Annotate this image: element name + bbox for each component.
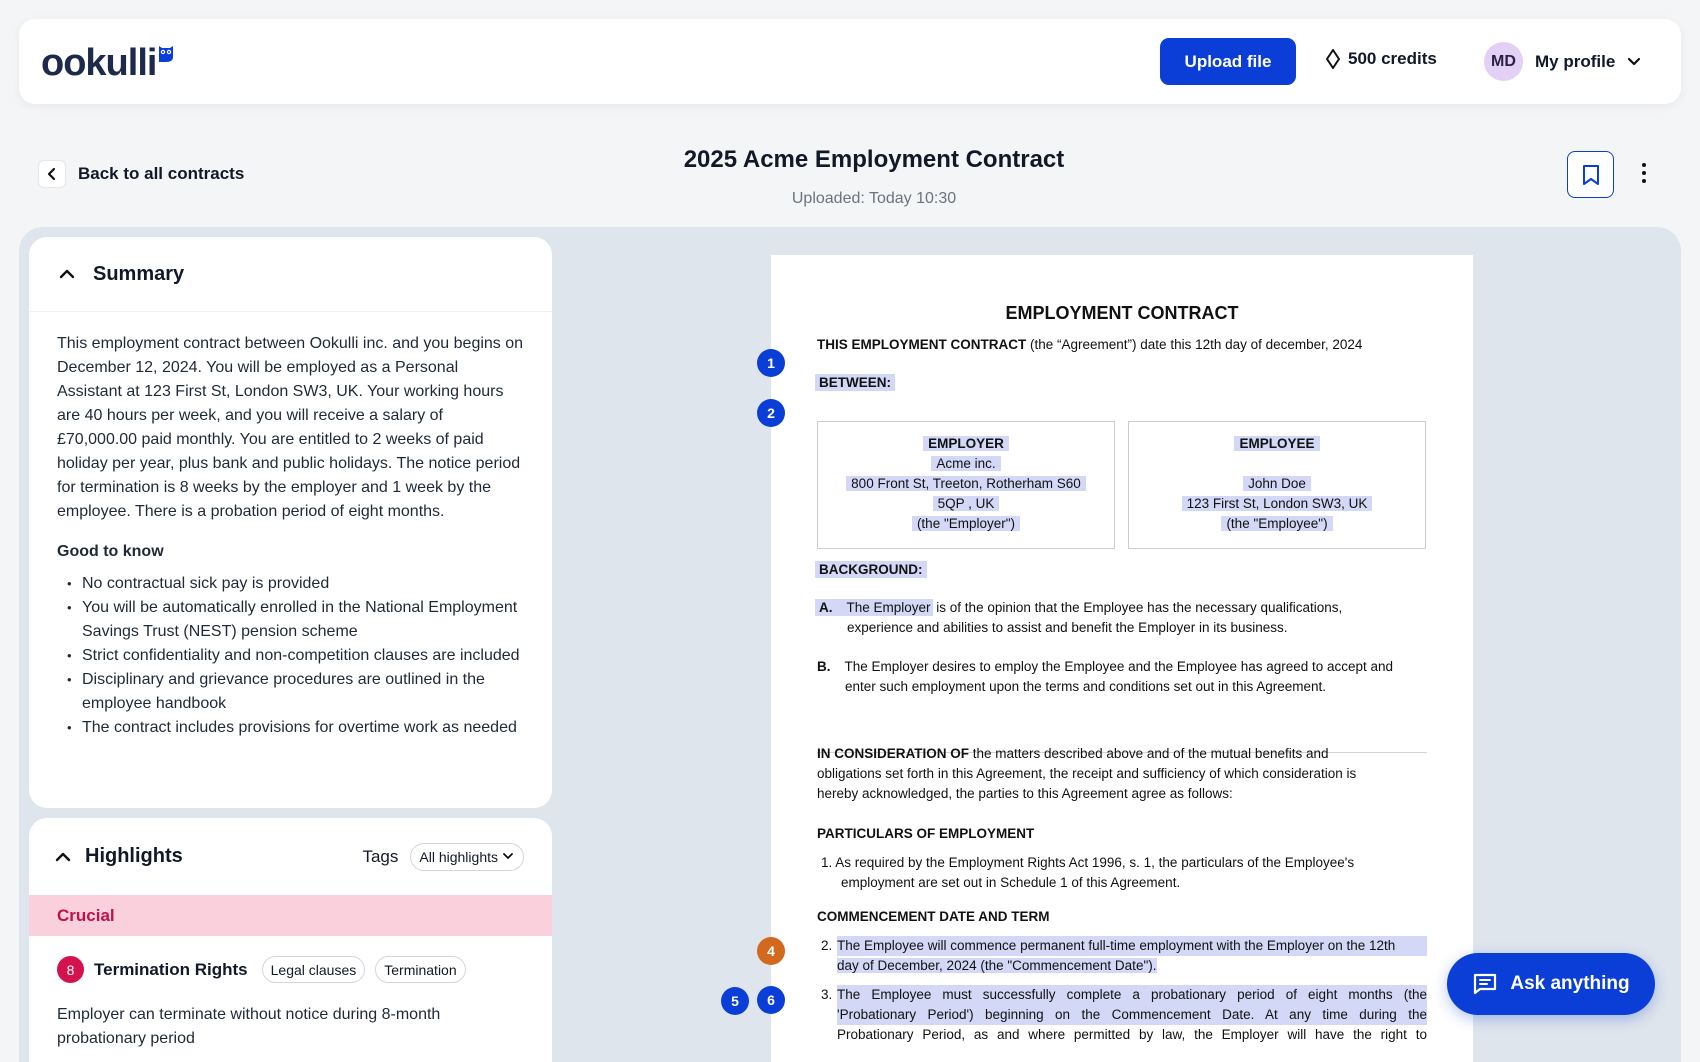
chevron-down-icon xyxy=(1627,57,1641,67)
highlight-title: Termination Rights xyxy=(94,959,248,979)
list-item: • Strict confidentiality and non-competition clauses are included xyxy=(67,644,524,668)
tag-chip[interactable]: Legal clauses xyxy=(262,956,366,983)
good-to-know-title: Good to know xyxy=(57,543,164,560)
doc-commencement-2[interactable]: 2. The Employee will commence permanent full-time employment with the Employer on the 12th day of December, 2024 (the "Commencement Date"). xyxy=(821,936,1431,976)
avatar: MD xyxy=(1484,42,1523,81)
summary-title: Summary xyxy=(93,262,185,285)
clause-marker[interactable]: 5 xyxy=(721,987,749,1015)
doc-consideration: IN CONSIDERATION OF the matters described above and of the mutual benefits and obligations set forth in this Agreement, the receipt and sufficiency of which consideration is hereby acknowledged, the parties to this Agreement agree as follows: xyxy=(817,746,1357,801)
diamond-icon xyxy=(1326,49,1340,69)
top-bar xyxy=(19,19,1681,104)
employer-name: Acme inc. xyxy=(931,456,1000,471)
doc-heading: EMPLOYMENT CONTRACT xyxy=(1005,303,1239,323)
more-options-icon[interactable] xyxy=(1634,158,1654,188)
employer-address-1: 800 Front St, Treeton, Rotherham S60 xyxy=(846,476,1086,491)
employee-alias: (the "Employee") xyxy=(1221,516,1332,531)
clause-marker[interactable]: 4 xyxy=(757,937,785,965)
list-item: • Disciplinary and grievance procedures are outlined in the employee handbook xyxy=(67,668,524,716)
doc-clause-a: A. The Employer is of the opinion that the Employee has the necessary qualifications, experience and abilities to assist and benefit the Employer in its business. xyxy=(815,598,1342,638)
highlight-number-badge: 8 xyxy=(57,956,84,983)
credits-indicator[interactable] xyxy=(1326,49,1437,69)
crucial-category: Crucial xyxy=(29,895,552,936)
tags-label: Tags xyxy=(362,846,399,866)
highlights-panel xyxy=(29,818,552,1062)
doc-commencement-heading: COMMENCEMENT DATE AND TERM xyxy=(817,909,1050,924)
doc-background: BACKGROUND: xyxy=(815,560,927,580)
back-label: Back to all contracts xyxy=(78,164,245,183)
tags-filter-value: All highlights xyxy=(419,848,498,865)
page-title: 2025 Acme Employment Contract xyxy=(683,146,1065,173)
profile-label: My profile xyxy=(1535,51,1616,71)
employer-address-2: 5QP , UK xyxy=(933,496,1000,511)
ask-anything-label: Ask anything xyxy=(1510,973,1630,994)
good-to-know-list xyxy=(57,572,524,740)
upload-file-button[interactable]: Upload file xyxy=(1160,38,1296,85)
clause-marker[interactable]: 6 xyxy=(757,986,785,1014)
doc-intro-rest: (the “Agreement”) date this 12th day of december, 2024 xyxy=(1026,337,1363,352)
employer-alias: (the "Employer") xyxy=(912,516,1020,531)
ask-anything-button[interactable] xyxy=(1447,953,1655,1015)
logo-text: ookulli xyxy=(41,42,157,84)
tags-filter-select[interactable] xyxy=(410,843,524,871)
workspace xyxy=(19,227,1681,1062)
clause-marker[interactable]: 2 xyxy=(757,399,785,427)
doc-particulars-1: 1. As required by the Employment Rights Act 1996, s. 1, the particulars of the Employee's employment are set out in Schedule 1 of this Agreement. xyxy=(821,855,1355,890)
owl-icon xyxy=(158,45,174,63)
employee-address: 123 First St, London SW3, UK xyxy=(1182,496,1373,511)
list-item: • You will be automatically enrolled in the National Employment Savings Trust (NEST) pension scheme xyxy=(67,596,524,644)
highlights-title: Highlights xyxy=(85,845,183,867)
bookmark-icon xyxy=(1582,164,1600,186)
contract-document xyxy=(771,255,1473,1062)
doc-particulars-heading: PARTICULARS OF EMPLOYMENT xyxy=(817,826,1035,841)
upload-timestamp: Uploaded: Today 10:30 xyxy=(791,190,957,207)
employer-heading: EMPLOYER xyxy=(923,436,1009,451)
list-item: • The contract includes provisions for overtime work as needed xyxy=(67,716,524,740)
highlight-item[interactable] xyxy=(29,936,552,983)
chevron-up-icon[interactable] xyxy=(55,852,71,862)
doc-commencement-3[interactable]: 3. The Employee must successfully complete a probationary period of eight months (the 'Probationary Period') beginning on the Commencement Date. At any time during the Probationary Period, as and where permitted by law, the Employer will have the right to xyxy=(821,987,1427,1042)
clause-marker[interactable]: 1 xyxy=(757,349,785,377)
doc-intro xyxy=(817,335,1362,355)
tag-chip[interactable]: Termination xyxy=(375,956,465,983)
bookmark-button[interactable] xyxy=(1567,151,1614,198)
summary-header[interactable] xyxy=(29,237,552,312)
chevron-up-icon[interactable] xyxy=(59,269,75,279)
doc-between[interactable]: BETWEEN: xyxy=(815,373,895,393)
employee-box[interactable] xyxy=(1128,421,1426,549)
highlights-header xyxy=(29,818,552,895)
employee-heading: EMPLOYEE xyxy=(1234,436,1319,451)
chevron-down-icon xyxy=(503,853,513,860)
highlight-description: Employer can terminate without notice during 8-month probationary period xyxy=(57,1006,441,1047)
list-item: • No contractual sick pay is provided xyxy=(67,572,524,596)
logo[interactable] xyxy=(41,41,174,85)
profile-menu[interactable] xyxy=(1484,42,1641,81)
summary-panel xyxy=(29,237,552,808)
chat-icon xyxy=(1472,972,1498,996)
summary-text: This employment contract between Ookulli inc. and you begins on December 12, 2024. You will be employed as a Personal Assistant at 123 First St, London SW3, UK. Your working hours are 40 hours per week, and you will receive a salary of £70,000.00 paid monthly. You are entitled to 2 weeks of paid holiday per year, plus bank and public holidays. The notice period for termination is 8 weeks by the employer and 1 week by the employee. There is a probation period of eight months. xyxy=(57,335,524,520)
doc-clause-b: B. The Employer desires to employ the Employee and the Employee has agreed to accept and enter such employment upon the terms and conditions set out in this Agreement. xyxy=(817,659,1394,694)
doc-intro-bold: THIS EMPLOYMENT CONTRACT xyxy=(817,337,1027,352)
employer-box[interactable] xyxy=(817,421,1115,549)
credits-label: 500 credits xyxy=(1348,49,1437,68)
employee-name: John Doe xyxy=(1243,476,1311,491)
